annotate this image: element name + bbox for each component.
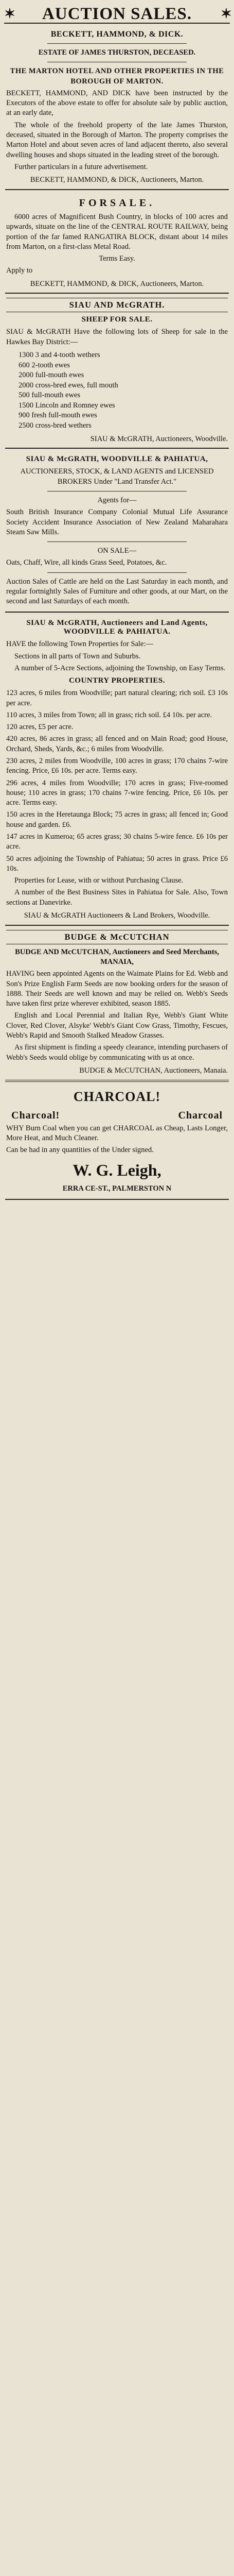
advertiser-address: ERRA CE-ST., PALMERSTON N	[62, 1184, 172, 1193]
list-item: 600 2-tooth ewes	[19, 361, 70, 369]
thurston-estate-ad	[5, 24, 229, 190]
body-text: The whole of the freehold property of the late James Thurston, deceased, situated in the Borough of Marton. The property comprises the Marton Hotel and about seven acres of land adjacent thereto, also several dwelling houses and shops situated in the leading street of the borough.	[6, 121, 228, 159]
sheep-intro	[6, 327, 228, 347]
cattle-sales-text: Auction Sales of Cattle are held on the Last Saturday in each month, and regular fortnightly Sales of Furniture and other goods, at our Mart, on the second and last Saturdays of each month.	[6, 577, 228, 606]
agents-subtitle: AUCTIONEERS, STOCK, & LAND AGENTS and LICENSED BROKERS Under "Land Transfer Act."	[20, 467, 214, 486]
country-property-item: 147 acres in Kumeroa; 65 acres grass; 30 chains 5-wire fence. £6 10s per acre.	[6, 832, 228, 851]
intro-text: BECKETT, HAMMOND, AND DICK have been instructed by the Executors of the above estate to offer for absolute sale by public auction, at an early date,	[6, 89, 228, 117]
charcoal-subheading	[6, 1110, 228, 1122]
sheep-intro-text: SIAU & McGRATH Have the following lots of Sheep for sale in the Hawkes Bay District:—	[6, 328, 228, 346]
sheep-lot-list	[6, 350, 228, 431]
country-property-item: 420 acres, 86 acres in grass; all fenced and on Main Road; good House, Orchard, Sheds, Yards, &c.; 6 miles from Woodville.	[6, 735, 228, 753]
divider	[47, 491, 187, 492]
for-sale-body: 6000 acres of Magnificent Bush Country, in blocks of 100 acres and upwards, situate on the line of the CENTRAL ROUTE RAILWAY, being portion of the far famed RANGATIRA BLOCK, distant about 14 miles from Marton, on a first-class Metal Road.	[6, 212, 228, 251]
right-ornament-icon: ✶	[220, 6, 232, 21]
further-text: Further particulars in a future advertisement.	[14, 162, 148, 171]
country-property-item: 150 acres in the Heretaunga Block; 75 acres in grass; all fenced in; Good house and garden. £6.	[6, 810, 228, 829]
grasses-text: English and Local Perennial and Italian Rye, Webb's Giant White Clover, Red Clover, Alsyke' Webb's Giant Cow Grass, Timothy, Fescues, Webb's Rapid and Smooth Stalked Meadow Grasses.	[6, 1011, 228, 1040]
country-property-item: 110 acres, 3 miles from Town; all in grass; rich soil. £4 10s. per acre.	[6, 710, 212, 719]
budge-mccutchan-ad	[5, 926, 229, 1082]
budge-title: BUDGE AND McCUTCHAN, Auctioneers and Seed Merchants, MANAIA,	[15, 947, 219, 967]
business-sites-text: A number of the Best Business Sites in Pahiatua for Sale. Also, Town sections at Danevirke.	[6, 888, 228, 907]
on-sale-text: Oats, Chaff, Wire, all kinds Grass Seed, Potatoes, &c.	[6, 558, 167, 567]
charcoal-order-text: Can be had in any quantities of the Under signed.	[6, 1146, 154, 1155]
list-item: 2500 cross-bred wethers	[19, 421, 92, 430]
budge-heading: BUDGE & McCUTCHAN	[6, 930, 228, 944]
list-item: 900 fresh full-mouth ewes	[19, 411, 97, 420]
sheep-heading: SHEEP FOR SALE.	[81, 315, 153, 324]
charcoal-ad	[5, 1082, 229, 1200]
divider	[47, 541, 187, 542]
for-sale-heading: FORSALE.	[79, 197, 155, 209]
list-item: 500 full-mouth ewes	[19, 391, 81, 400]
divider	[47, 43, 187, 44]
list-item: 1500 Lincoln and Romney ewes	[19, 401, 115, 410]
divider	[47, 572, 187, 573]
country-property-item: 120 acres, £5 per acre.	[6, 723, 74, 732]
charcoal-subheading-right: Charcoal	[178, 1109, 223, 1121]
apply-text: Apply to	[6, 266, 33, 275]
auction-sales-header	[4, 5, 230, 24]
country-properties-heading: COUNTRY PROPERTIES.	[68, 676, 166, 685]
signature: SIAU & McGRATH, Auctioneers, Woodville.	[90, 434, 228, 443]
lease-text: Properties for Lease, with or without Purchasing Clause.	[14, 876, 184, 885]
country-property-item: 230 acres, 2 miles from Woodville, 100 acres in grass; 170 chains 7-wire fencing. Price, £6 10s. per acre. Terms easy.	[6, 757, 228, 775]
town-sections-text: Sections in all parts of Town and Suburbs.	[14, 652, 141, 660]
country-property-item: 123 acres, 6 miles from Woodville; part natural clearing; rich soil. £3 10s per acre.	[6, 689, 228, 707]
left-ornament-icon: ✶	[4, 6, 15, 21]
charcoal-subheading-left: Charcoal!	[11, 1109, 60, 1121]
property-title: THE MARTON HOTEL AND OTHER PROPERTIES IN THE BOROUGH OF MARTON.	[10, 67, 224, 86]
list-item: 2000 full-mouth ewes	[19, 371, 84, 380]
list-item: 1300 3 and 4-tooth wethers	[19, 351, 100, 360]
list-item: 2000 cross-bred ewes, full mouth	[19, 381, 118, 389]
estate-title: ESTATE OF JAMES THURSTON, DECEASED.	[38, 48, 196, 57]
charcoal-body: WHY Burn Coal when you can get CHARCOAL as Cheap, Lasts Longer, More Heat, and Much Cleaner.	[6, 1124, 228, 1142]
signature: BUDGE & McCUTCHAN, Auctioneers, Manaia.	[79, 1066, 228, 1075]
properties-title: SIAU & McGRATH, Auctioneers and Land Agents, WOODVILLE & PAHIATUA.	[26, 619, 208, 636]
agencies-text: South British Insurance Company Colonial Mutual Life Assurance Society Accident Insurance Association of New Zealand Maharahara Steam Saw Mills.	[6, 508, 228, 536]
agents-for-label: Agents for—	[97, 496, 137, 504]
signature: BECKETT, HAMMOND, & DICK, Auctioneers, Marton.	[30, 176, 204, 184]
properties-intro: HAVE the following Town Properties for Sale:—	[6, 640, 153, 649]
terms-text: Terms Easy.	[99, 255, 135, 263]
on-sale-label: ON SALE—	[97, 547, 137, 555]
signature: SIAU & McGRATH Auctioneers & Land Brokers, Woodville.	[24, 911, 210, 920]
agents-title: SIAU & McGRATH, WOODVILLE & PAHIATUA,	[26, 455, 208, 464]
advertiser-name: W. G. Leigh,	[73, 1160, 161, 1179]
country-property-item: 296 acres, 4 miles from Woodville; 170 acres in grass; Five-roomed house; 110 acres in grass; 170 chains 7-wire fencing. Price, £6 10s. per acre. Terms easy.	[6, 778, 228, 807]
signature: BECKETT, HAMMOND, & DICK, Auctioneers, Marton.	[30, 279, 204, 288]
firm-name: BECKETT, HAMMOND, & DICK.	[50, 30, 184, 39]
five-acre-sections-text: A number of 5-Acre Sections, adjoining the Township, on Easy Terms.	[14, 664, 226, 673]
properties-ad	[5, 613, 229, 925]
charcoal-heading: CHARCOAL!	[73, 1089, 161, 1104]
for-sale-ad	[5, 190, 229, 294]
page-title: AUCTION SALES.	[42, 4, 192, 23]
country-property-item: 50 acres adjoining the Township of Pahiatua; 50 acres in grass. Price £6 10s.	[6, 854, 228, 873]
siau-mcgrath-agents-ad	[5, 449, 229, 613]
budge-body: HAVING been appointed Agents on the Waimate Plains for Ed. Webb and Son's Prize English Farm Seeds are now booking orders for the season of 1888. Their Seeds are well known and may be relied on. Webb's Seeds have taken first prize wherever exhibited, season 1885.	[6, 970, 228, 1008]
sheep-for-sale-ad	[5, 294, 229, 449]
shipment-text: As first shipment is finding a speedy clearance, intending purchasers of Webb's Seeds would oblige by communicating with us at once.	[6, 1043, 228, 1062]
firm-heading: SIAU AND McGRATH.	[6, 298, 228, 312]
